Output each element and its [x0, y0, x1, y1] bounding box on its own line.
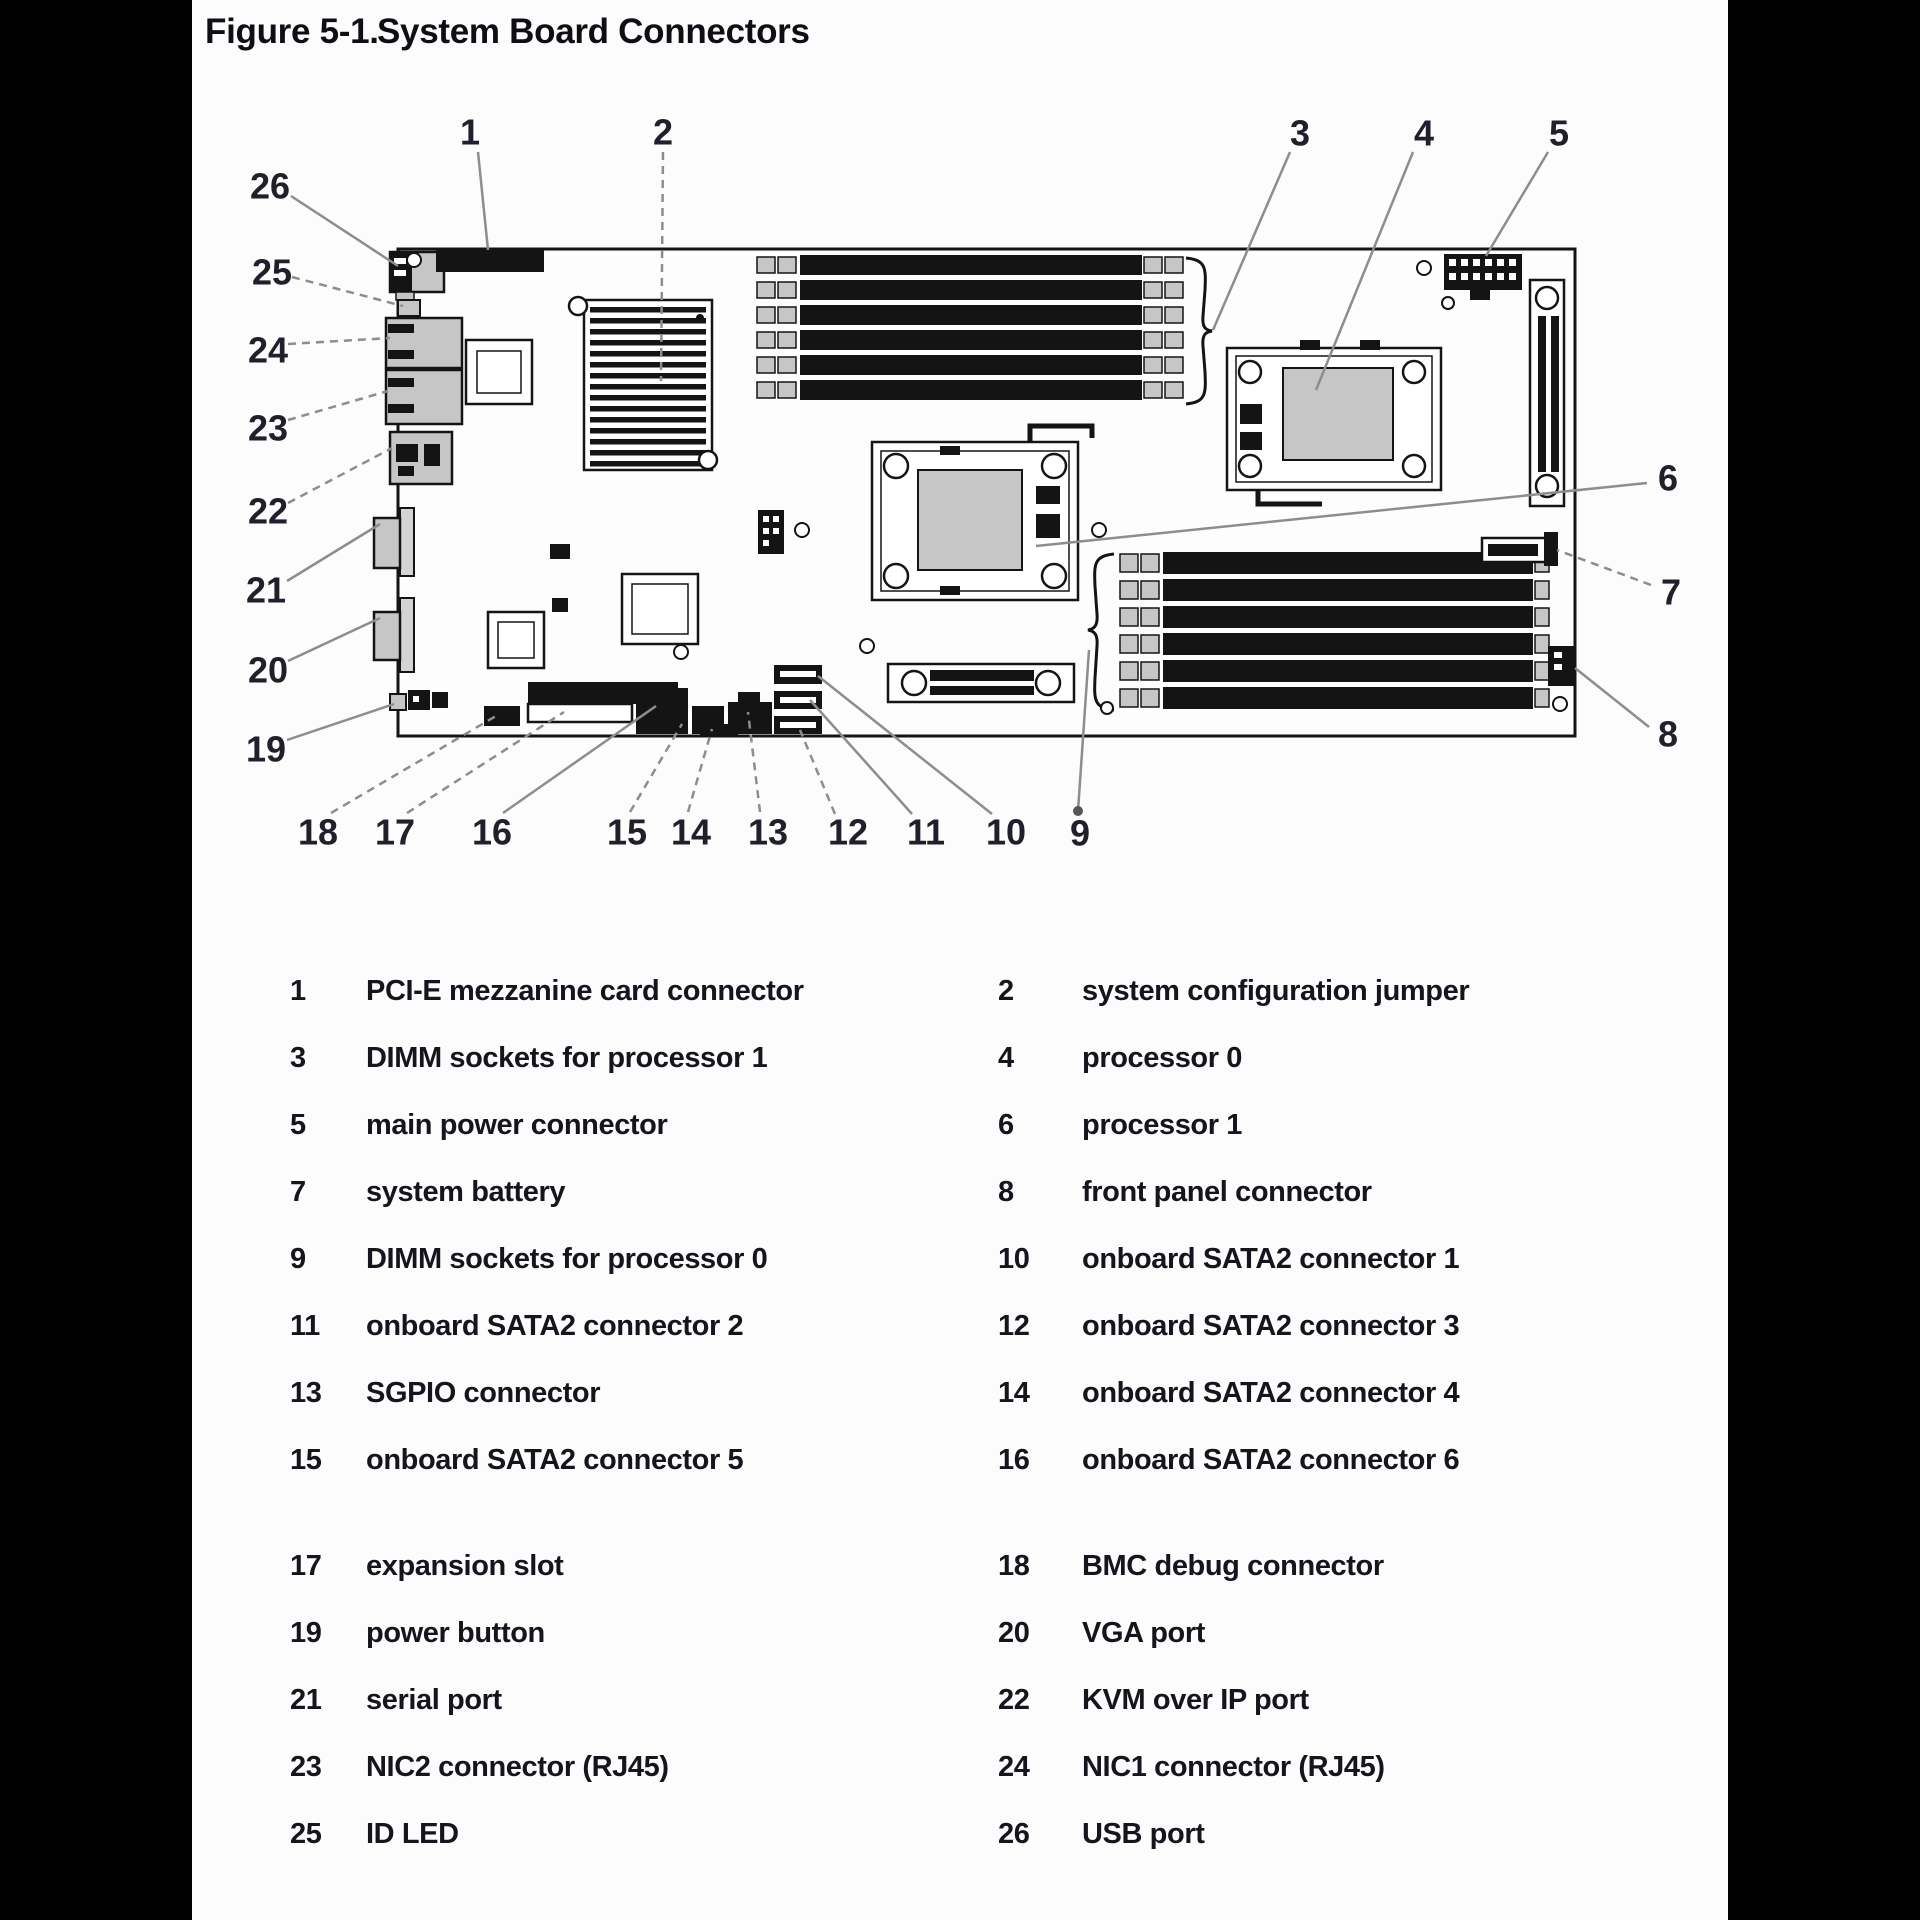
mounting-hole [795, 523, 809, 537]
pin-connector [758, 510, 784, 554]
legend-row [192, 1444, 1728, 1511]
serial-port [374, 508, 414, 576]
legend-label: BMC debug connector [1082, 1550, 1384, 1582]
legend-number: 24 [998, 1751, 1030, 1783]
processor-1-socket [872, 426, 1092, 600]
vga-port [374, 598, 414, 672]
manual-page [192, 0, 1728, 1920]
legend-label: onboard SATA2 connector 4 [1082, 1377, 1460, 1409]
legend-number: 23 [290, 1751, 322, 1783]
callout-number: 21 [245, 569, 287, 611]
callout-number: 9 [1069, 812, 1091, 854]
leader-line [287, 524, 380, 581]
mounting-hole [860, 639, 874, 653]
legend-label: processor 1 [1082, 1109, 1243, 1141]
legend-label: onboard SATA2 connector 6 [1082, 1444, 1460, 1476]
legend-label: processor 0 [1082, 1042, 1243, 1074]
legend-number: 21 [290, 1684, 322, 1716]
leader-line [688, 729, 712, 812]
legend [192, 975, 1728, 1885]
chip [466, 340, 532, 404]
leader-line [288, 391, 388, 420]
sata2-connector-1 [774, 665, 822, 684]
legend-label: NIC1 connector (RJ45) [1082, 1751, 1385, 1783]
legend-row [192, 1550, 1728, 1617]
figure-caption [205, 12, 810, 52]
callout-number: 8 [1657, 713, 1679, 755]
callout-number: 23 [247, 407, 289, 449]
legend-number: 3 [290, 1042, 306, 1074]
heatsink [569, 297, 717, 470]
legend-label: NIC2 connector (RJ45) [366, 1751, 669, 1783]
legend-number: 1 [290, 975, 306, 1007]
legend-number: 19 [290, 1617, 322, 1649]
legend-number: 14 [998, 1377, 1030, 1409]
leader-line [288, 618, 380, 661]
legend-label: VGA port [1082, 1617, 1205, 1649]
callout-number: 15 [606, 811, 648, 853]
legend-label: serial port [366, 1684, 502, 1716]
figure-label: Figure 5-1. [205, 12, 379, 51]
legend-label: DIMM sockets for processor 1 [366, 1042, 768, 1074]
legend-row [192, 1109, 1728, 1176]
legend-label: expansion slot [366, 1550, 564, 1582]
chip [552, 598, 568, 612]
legend-row [192, 1377, 1728, 1444]
mounting-hole [407, 253, 421, 267]
leader-line [1575, 668, 1649, 727]
legend-row [192, 1617, 1728, 1684]
mounting-hole [1417, 261, 1431, 275]
legend-number: 10 [998, 1243, 1030, 1275]
legend-row [192, 1243, 1728, 1310]
callout-number: 12 [827, 811, 869, 853]
legend-row [192, 1042, 1728, 1109]
callout-number: 24 [247, 329, 289, 371]
legend-number: 18 [998, 1550, 1030, 1582]
callout-number: 11 [906, 811, 946, 853]
callout-number: 2 [652, 111, 674, 153]
chip [622, 574, 698, 644]
sata2-connector-3 [774, 716, 822, 734]
chip [488, 612, 544, 668]
mounting-hole [1092, 523, 1106, 537]
legend-label: power button [366, 1617, 545, 1649]
legend-number: 16 [998, 1444, 1030, 1476]
power-button [390, 690, 448, 710]
mounting-hole [1442, 297, 1454, 309]
callout-number: 14 [670, 811, 712, 853]
callout-number: 5 [1548, 112, 1570, 154]
legend-number: 8 [998, 1176, 1014, 1208]
legend-label: DIMM sockets for processor 0 [366, 1243, 768, 1275]
legend-label: onboard SATA2 connector 1 [1082, 1243, 1460, 1275]
legend-number: 9 [290, 1243, 306, 1275]
legend-number: 25 [290, 1818, 322, 1850]
legend-label: SGPIO connector [366, 1377, 601, 1409]
legend-row [192, 975, 1728, 1042]
callout-number: 25 [251, 251, 293, 293]
callout-number: 10 [985, 811, 1027, 853]
legend-number: 15 [290, 1444, 322, 1476]
callout-number: 13 [747, 811, 789, 853]
chip [550, 544, 570, 559]
legend-number: 5 [290, 1109, 306, 1141]
bmc-debug-connector [484, 706, 520, 726]
legend-row [192, 1751, 1728, 1818]
system-battery [1482, 532, 1558, 566]
nic2-port [386, 370, 462, 424]
callout-number: 20 [247, 649, 289, 691]
callout-number: 17 [374, 811, 416, 853]
legend-label: system configuration jumper [1082, 975, 1470, 1007]
legend-number: 13 [290, 1377, 322, 1409]
legend-number: 20 [998, 1617, 1030, 1649]
callout-number: 6 [1657, 457, 1679, 499]
legend-row [192, 1818, 1728, 1885]
nic1-port [386, 318, 462, 368]
legend-label: ID LED [366, 1818, 459, 1850]
legend-number: 11 [290, 1310, 320, 1342]
leader-line [288, 338, 390, 344]
legend-number: 4 [998, 1042, 1014, 1074]
legend-number: 2 [998, 975, 1014, 1007]
legend-label: onboard SATA2 connector 5 [366, 1444, 744, 1476]
leader-line [291, 196, 398, 266]
id-led [398, 300, 420, 316]
mounting-hole [1101, 702, 1113, 714]
figure-title: System Board Connectors [377, 12, 810, 51]
legend-label: USB port [1082, 1818, 1205, 1850]
legend-label: main power connector [366, 1109, 668, 1141]
mounting-hole [674, 645, 688, 659]
legend-number: 22 [998, 1684, 1030, 1716]
callout-number: 1 [459, 111, 481, 153]
legend-label: onboard SATA2 connector 2 [366, 1310, 744, 1342]
kvm-over-ip-port [390, 432, 452, 484]
legend-row [192, 1176, 1728, 1243]
motherboard-diagram [192, 90, 1728, 890]
legend-number: 6 [998, 1109, 1014, 1141]
callout-number: 4 [1413, 112, 1435, 154]
callout-number: 26 [249, 165, 291, 207]
callout-number: 16 [471, 811, 513, 853]
callout-number: 19 [245, 728, 287, 770]
legend-row [192, 1684, 1728, 1751]
processor-0-socket [1227, 340, 1441, 504]
legend-label: system battery [366, 1176, 566, 1208]
legend-label: front panel connector [1082, 1176, 1372, 1208]
legend-number: 12 [998, 1310, 1030, 1342]
legend-label: KVM over IP port [1082, 1684, 1309, 1716]
leader-line [800, 730, 835, 814]
callout-number: 22 [247, 490, 289, 532]
legend-number: 7 [290, 1176, 306, 1208]
legend-label: PCI-E mezzanine card connector [366, 975, 804, 1007]
leader-line [288, 448, 392, 503]
leader-line [292, 277, 403, 306]
legend-label: onboard SATA2 connector 3 [1082, 1310, 1460, 1342]
callout-number: 18 [297, 811, 339, 853]
vertical-slot-connector [1530, 280, 1564, 506]
legend-row [192, 1310, 1728, 1377]
legend-number: 17 [290, 1550, 322, 1582]
leader-line [287, 704, 394, 740]
riser-connector [888, 664, 1074, 702]
pcie-mezzanine-connector [436, 250, 544, 272]
legend-number: 26 [998, 1818, 1030, 1850]
callout-number: 3 [1289, 112, 1311, 154]
leader-line [1486, 152, 1548, 256]
leader-line [478, 152, 488, 250]
callout-number: 7 [1660, 571, 1682, 613]
